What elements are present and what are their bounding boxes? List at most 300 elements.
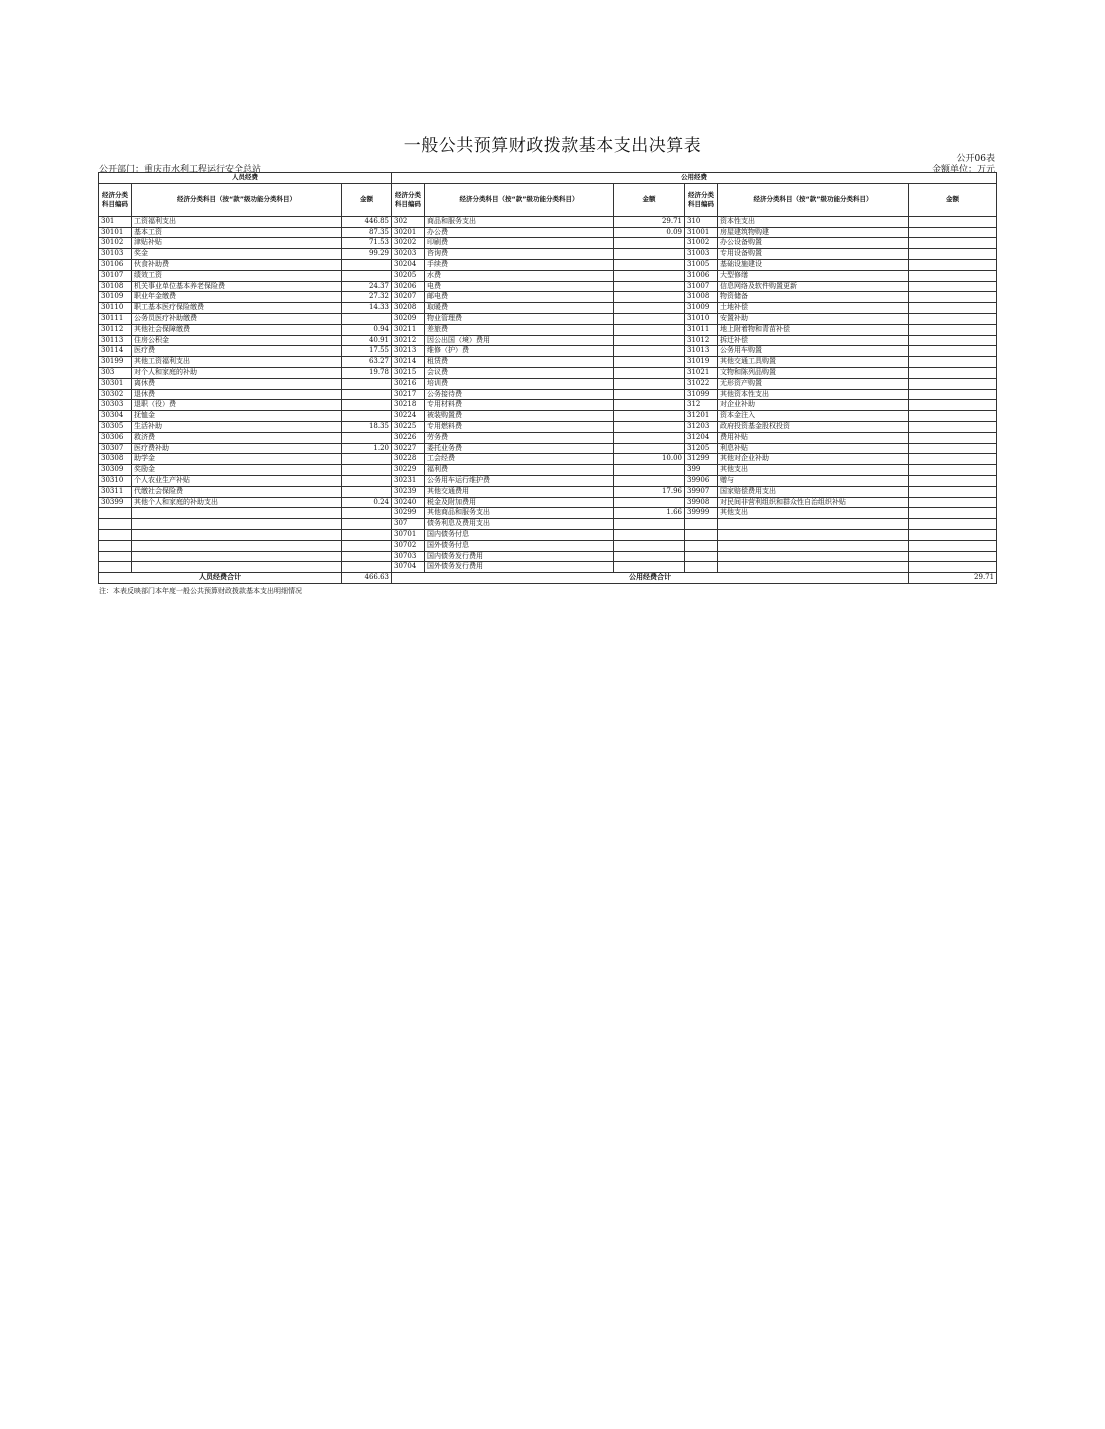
code-cell: 31006 [685,270,718,281]
amount-cell [342,486,392,497]
name-cell: 文物和陈列品购置 [718,367,909,378]
name-cell: 土地补偿 [718,303,909,314]
name-cell: 大型修缮 [718,270,909,281]
amount-cell [342,454,392,465]
amount-cell [909,281,997,292]
amount-cell [614,249,685,260]
amount-cell [909,432,997,443]
code-cell [685,519,718,530]
table-row [99,400,997,411]
code-cell [685,551,718,562]
amount-cell [909,486,997,497]
amount-cell [614,411,685,422]
amount-cell [342,411,392,422]
amount-cell [614,259,685,270]
amount-cell [909,335,997,346]
code-cell: 30202 [392,238,425,249]
name-cell [718,519,909,530]
amount-cell [614,465,685,476]
name-cell: 公务接待费 [425,389,614,400]
code-cell: 30239 [392,486,425,497]
name-cell: 房屋建筑物购建 [718,227,909,238]
code-cell [685,529,718,540]
amount-cell [909,421,997,432]
amount-cell [614,238,685,249]
table-row [99,486,997,497]
name-cell: 邮电费 [425,292,614,303]
amount-cell: 87.35 [342,227,392,238]
amount-cell: 27.32 [342,292,392,303]
amount-cell [342,389,392,400]
name-cell: 其他资本性支出 [718,389,909,400]
table-row [99,562,997,573]
code-cell: 30224 [392,411,425,422]
name-cell: 机关事业单位基本养老保险费 [132,281,342,292]
code-cell: 30107 [99,270,132,281]
name-cell: 税金及附加费用 [425,497,614,508]
name-cell: 专用材料费 [425,400,614,411]
name-cell: 伙食补助费 [132,259,342,270]
name-cell: 拆迁补偿 [718,335,909,346]
name-cell: 咨询费 [425,249,614,260]
code-cell [99,508,132,519]
table-row [99,227,997,238]
table-row [99,249,997,260]
code-cell: 30701 [392,529,425,540]
code-cell: 30231 [392,475,425,486]
public-total-amount: 29.71 [909,573,997,584]
code-cell: 31205 [685,443,718,454]
amount-cell [614,432,685,443]
amount-header: 金额 [909,183,997,216]
amount-cell [909,303,997,314]
code-cell: 31009 [685,303,718,314]
public-total-label: 公用经费合计 [392,573,909,584]
amount-cell [909,270,997,281]
amount-cell [614,335,685,346]
code-cell: 30211 [392,324,425,335]
code-cell [99,529,132,540]
amount-cell [909,475,997,486]
name-cell: 债务利息及费用支出 [425,519,614,530]
name-cell: 租赁费 [425,357,614,368]
name-cell [132,508,342,519]
table-row [99,432,997,443]
name-cell: 公务用车购置 [718,346,909,357]
code-cell: 30111 [99,313,132,324]
code-cell: 312 [685,400,718,411]
amount-cell [342,519,392,530]
code-cell: 303 [99,367,132,378]
code-cell: 30206 [392,281,425,292]
table-row [99,475,997,486]
public-header: 公用经费 [392,173,997,184]
code-header: 经济分类科目编码 [685,183,718,216]
amount-cell [614,346,685,357]
personnel-total-label: 人员经费合计 [99,573,342,584]
amount-cell: 1.20 [342,443,392,454]
code-cell: 30218 [392,400,425,411]
amount-cell [614,378,685,389]
name-cell: 会议费 [425,367,614,378]
code-cell: 30225 [392,421,425,432]
name-cell: 利息补贴 [718,443,909,454]
table-body [99,216,997,572]
name-cell: 其他支出 [718,465,909,476]
code-cell: 30702 [392,540,425,551]
code-cell: 30216 [392,378,425,389]
name-cell [718,551,909,562]
amount-cell [614,367,685,378]
code-cell: 39906 [685,475,718,486]
code-cell: 30217 [392,389,425,400]
amount-cell [909,529,997,540]
code-cell: 30208 [392,303,425,314]
name-cell [718,562,909,573]
amount-cell [614,313,685,324]
amount-cell [909,378,997,389]
name-cell: 国内债务发行费用 [425,551,614,562]
code-cell: 31013 [685,346,718,357]
name-cell: 津贴补贴 [132,238,342,249]
code-cell: 30226 [392,432,425,443]
name-cell [132,562,342,573]
table-row [99,346,997,357]
name-cell: 费用补贴 [718,432,909,443]
amount-cell: 40.91 [342,335,392,346]
code-cell: 31203 [685,421,718,432]
code-cell: 307 [392,519,425,530]
table-row [99,292,997,303]
code-cell: 30199 [99,357,132,368]
amount-cell [909,216,997,227]
amount-cell [342,475,392,486]
code-cell: 30106 [99,259,132,270]
name-cell: 公务用车运行维护费 [425,475,614,486]
amount-cell [909,551,997,562]
code-cell: 31007 [685,281,718,292]
name-cell: 其他工资福利支出 [132,357,342,368]
name-cell [132,529,342,540]
amount-cell: 446.85 [342,216,392,227]
code-cell: 30399 [99,497,132,508]
amount-cell [909,367,997,378]
amount-cell [614,292,685,303]
code-cell: 31021 [685,367,718,378]
amount-cell [614,551,685,562]
code-cell: 30240 [392,497,425,508]
table-row [99,551,997,562]
table-row [99,259,997,270]
amount-cell [614,303,685,314]
amount-cell [614,421,685,432]
amount-cell [909,443,997,454]
code-cell: 30311 [99,486,132,497]
code-cell: 30303 [99,400,132,411]
amount-cell [342,540,392,551]
name-header: 经济分类科目（按“款”级功能分类科目） [718,183,909,216]
code-cell: 30207 [392,292,425,303]
name-cell: 无形资产购置 [718,378,909,389]
amount-cell [614,519,685,530]
code-cell: 39907 [685,486,718,497]
code-cell: 30302 [99,389,132,400]
table-row [99,465,997,476]
amount-cell [909,400,997,411]
code-cell: 31001 [685,227,718,238]
name-cell: 退职（役）费 [132,400,342,411]
name-cell: 代缴社会保险费 [132,486,342,497]
name-cell: 专用设备购置 [718,249,909,260]
amount-cell [909,519,997,530]
name-cell: 手续费 [425,259,614,270]
amount-cell: 0.94 [342,324,392,335]
code-cell: 30205 [392,270,425,281]
code-cell: 30227 [392,443,425,454]
amount-cell [909,313,997,324]
amount-header: 金额 [614,183,685,216]
amount-cell [909,562,997,573]
table-row [99,335,997,346]
name-cell: 其他社会保障缴费 [132,324,342,335]
name-cell: 对民间非营利组织和群众性自治组织补贴 [718,497,909,508]
name-cell: 工资福利支出 [132,216,342,227]
name-cell: 委托业务费 [425,443,614,454]
code-header: 经济分类科目编码 [99,183,132,216]
name-cell: 其他交通工具购置 [718,357,909,368]
name-cell: 其他对企业补助 [718,454,909,465]
table-row [99,519,997,530]
code-cell: 31201 [685,411,718,422]
code-cell: 30310 [99,475,132,486]
code-cell: 30304 [99,411,132,422]
amount-cell [909,259,997,270]
name-cell: 印刷费 [425,238,614,249]
table-row [99,540,997,551]
amount-cell [614,475,685,486]
name-cell: 资本金注入 [718,411,909,422]
amount-cell [614,497,685,508]
name-cell: 物业管理费 [425,313,614,324]
code-cell: 30307 [99,443,132,454]
code-cell: 31022 [685,378,718,389]
name-cell: 水费 [425,270,614,281]
name-cell: 对个人和家庭的补助 [132,367,342,378]
amount-cell [909,454,997,465]
name-cell: 生活补助 [132,421,342,432]
code-cell: 30112 [99,324,132,335]
amount-cell [909,249,997,260]
code-cell: 31204 [685,432,718,443]
table-row [99,357,997,368]
amount-cell: 71.53 [342,238,392,249]
amount-cell: 0.24 [342,497,392,508]
amount-cell: 0.09 [614,227,685,238]
amount-cell [614,270,685,281]
code-cell: 31099 [685,389,718,400]
name-cell: 信息网络及软件购置更新 [718,281,909,292]
name-cell: 安置补助 [718,313,909,324]
amount-cell [342,529,392,540]
code-cell: 30212 [392,335,425,346]
code-cell: 31019 [685,357,718,368]
unit-label: 金额单位：万元 [931,165,995,175]
code-cell: 39999 [685,508,718,519]
code-cell: 31010 [685,313,718,324]
code-cell [99,519,132,530]
code-cell: 30301 [99,378,132,389]
amount-cell [614,562,685,573]
code-cell [685,540,718,551]
amount-cell [909,497,997,508]
code-cell [99,551,132,562]
code-header: 经济分类科目编码 [392,183,425,216]
table-row [99,454,997,465]
name-cell: 基本工资 [132,227,342,238]
name-cell: 办公费 [425,227,614,238]
amount-cell [342,551,392,562]
name-cell: 个人农业生产补贴 [132,475,342,486]
name-cell: 其他个人和家庭的补助支出 [132,497,342,508]
amount-cell [909,238,997,249]
code-cell: 31008 [685,292,718,303]
expenditure-table [98,172,997,584]
table-row [99,367,997,378]
table-row [99,497,997,508]
personnel-header: 人员经费 [99,173,392,184]
code-cell: 30110 [99,303,132,314]
name-cell: 赠与 [718,475,909,486]
name-cell: 地上附着物和青苗补偿 [718,324,909,335]
name-cell: 国外债务付息 [425,540,614,551]
amount-cell: 1.66 [614,508,685,519]
code-cell: 301 [99,216,132,227]
table-row [99,421,997,432]
code-cell: 30309 [99,465,132,476]
amount-cell [614,529,685,540]
table-row [99,238,997,249]
code-cell: 30229 [392,465,425,476]
code-cell: 30204 [392,259,425,270]
amount-cell: 24.37 [342,281,392,292]
amount-cell: 99.29 [342,249,392,260]
amount-cell [342,432,392,443]
personnel-total-amount: 466.63 [342,573,392,584]
name-cell: 资本性支出 [718,216,909,227]
amount-cell [909,292,997,303]
name-cell: 助学金 [132,454,342,465]
amount-cell [909,346,997,357]
name-cell: 福利费 [425,465,614,476]
code-cell: 30215 [392,367,425,378]
name-cell [132,519,342,530]
code-cell: 30108 [99,281,132,292]
code-cell: 31299 [685,454,718,465]
name-cell [718,540,909,551]
name-cell: 维修（护）费 [425,346,614,357]
name-cell: 住房公积金 [132,335,342,346]
table-row [99,378,997,389]
code-cell: 30704 [392,562,425,573]
name-cell: 劳务费 [425,432,614,443]
code-cell: 30203 [392,249,425,260]
amount-cell [614,324,685,335]
amount-cell: 63.27 [342,357,392,368]
name-cell: 救济费 [132,432,342,443]
amount-cell [909,324,997,335]
name-cell: 基础设施建设 [718,259,909,270]
name-cell [718,529,909,540]
code-cell: 30306 [99,432,132,443]
name-cell: 国内债务付息 [425,529,614,540]
name-cell: 抚恤金 [132,411,342,422]
name-cell: 差旅费 [425,324,614,335]
amount-header: 金额 [342,183,392,216]
amount-cell: 29.71 [614,216,685,227]
name-cell: 奖励金 [132,465,342,476]
name-cell: 医疗费 [132,346,342,357]
amount-cell [614,540,685,551]
code-cell: 302 [392,216,425,227]
code-cell [99,540,132,551]
code-cell: 310 [685,216,718,227]
code-cell: 30299 [392,508,425,519]
name-cell: 其他商品和服务支出 [425,508,614,519]
code-cell: 30201 [392,227,425,238]
code-cell: 31003 [685,249,718,260]
code-cell: 30103 [99,249,132,260]
amount-cell [342,259,392,270]
name-cell [132,551,342,562]
name-cell: 医疗费补助 [132,443,342,454]
amount-cell [614,400,685,411]
amount-cell: 17.55 [342,346,392,357]
table-row [99,443,997,454]
amount-cell [909,227,997,238]
amount-cell [342,270,392,281]
amount-cell: 18.35 [342,421,392,432]
amount-cell [614,281,685,292]
name-cell: 职工基本医疗保险缴费 [132,303,342,314]
table-row [99,508,997,519]
code-cell: 30308 [99,454,132,465]
name-cell: 其他支出 [718,508,909,519]
table-row [99,216,997,227]
amount-cell [909,389,997,400]
code-cell: 30703 [392,551,425,562]
name-cell: 专用燃料费 [425,421,614,432]
amount-cell [342,400,392,411]
name-cell: 因公出国（境）费用 [425,335,614,346]
name-cell: 奖金 [132,249,342,260]
amount-cell [909,540,997,551]
amount-cell [342,562,392,573]
code-cell: 31012 [685,335,718,346]
page-title: 一般公共预算财政拨款基本支出决算表 [403,136,702,156]
table-row [99,281,997,292]
name-cell: 绩效工资 [132,270,342,281]
amount-cell: 19.78 [342,367,392,378]
department-label: 公开部门：重庆市水利工程运行安全总站 [99,165,262,175]
table-row [99,303,997,314]
name-cell: 培训费 [425,378,614,389]
totals-row [99,573,997,584]
amount-cell [342,378,392,389]
amount-cell: 14.33 [342,303,392,314]
name-header: 经济分类科目（按“款”级功能分类科目） [132,183,342,216]
amount-cell [614,443,685,454]
code-cell: 30228 [392,454,425,465]
